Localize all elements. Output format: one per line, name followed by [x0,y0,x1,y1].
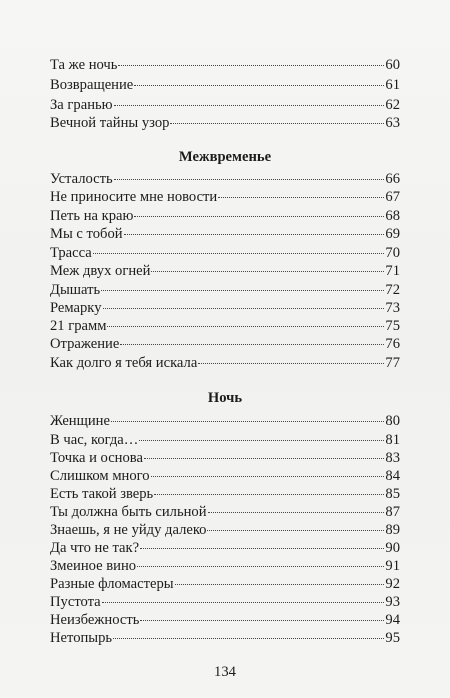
toc-entry-page: 75 [385,318,400,334]
toc-entry-title: Да что не так? [50,540,140,556]
toc-entry-title: Ремарку [50,300,102,316]
toc-leader-dots [101,276,384,291]
toc-entry [50,627,400,647]
toc-leader-dots [102,588,385,603]
toc-entry-page: 91 [385,558,400,574]
section-heading: Межвременье [178,149,272,165]
toc-entry-page: 70 [385,245,400,261]
toc-entry [50,352,400,372]
toc-entry-title: Мы с тобой [50,226,123,242]
toc-entry-page: 77 [385,355,400,371]
toc-entry-title: 21 грамм [50,318,107,334]
toc-leader-dots [154,480,384,495]
toc-entry-page: 61 [385,77,400,93]
toc-entry-title: В час, когда… [50,432,139,448]
toc-entry-title: Пустота [50,594,101,610]
toc-entry-page: 67 [385,189,400,205]
toc-entry-title: Есть такой зверь [50,486,154,502]
toc-leader-dots [114,91,385,106]
toc-entry-title: Петь на краю [50,208,134,224]
toc-entry-title: Меж двух огней [50,263,151,279]
toc-entry-title: Та же ночь [50,57,118,73]
section-heading: Ночь [207,390,243,406]
toc-leader-dots [137,552,384,567]
toc-entry-page: 71 [385,263,400,279]
toc-leader-dots [139,426,384,441]
toc-leader-dots [120,330,384,345]
toc-entry-title: За гранью [50,97,113,113]
toc-entry-title: Трасса [50,245,92,261]
toc-leader-dots [208,498,385,513]
toc-entry-title: Возвращение [50,77,134,93]
toc-entry-page: 76 [385,336,400,352]
toc-leader-dots [140,534,384,549]
toc-entry-page: 90 [385,540,400,556]
toc-entry-page: 80 [385,413,400,429]
toc-leader-dots [107,312,384,327]
toc-entry [50,112,400,132]
toc-entry-title: Разные фломастеры [50,576,174,592]
toc-leader-dots [140,606,384,621]
toc-entry-title: Не приносите мне новости [50,189,218,205]
toc-leader-dots [124,220,385,235]
toc-leader-dots [218,183,384,198]
toc-entry-title: Слишком много [50,468,150,484]
toc-entry-page: 73 [385,300,400,316]
toc-entry-page: 83 [385,450,400,466]
toc-entry-page: 72 [385,282,400,298]
toc-entry-title: Знаешь, я не уйду далеко [50,522,207,538]
toc-leader-dots [103,294,385,309]
toc-entry-page: 94 [385,612,400,628]
toc-entry-title: Как долго я тебя искала [50,355,198,371]
toc-entry-page: 93 [385,594,400,610]
toc-entry-title: Нетопырь [50,630,113,646]
toc-entry-page: 66 [385,171,400,187]
toc-entry-title: Неизбежность [50,612,140,628]
toc-entry-page: 89 [385,522,400,538]
toc-entry-page: 87 [385,504,400,520]
toc-entry-page: 84 [385,468,400,484]
toc-leader-dots [151,257,384,272]
toc-leader-dots [207,516,384,531]
toc-entry-page: 69 [385,226,400,242]
toc-entry-page: 81 [385,432,400,448]
toc-entry-title: Вечной тайны узор [50,115,170,131]
toc-leader-dots [134,71,384,86]
toc-entry-title: Отражение [50,336,120,352]
toc-leader-dots [114,165,385,180]
toc-entry-page: 62 [385,97,400,113]
toc-entry-page: 92 [385,576,400,592]
toc-leader-dots [170,109,384,124]
toc-leader-dots [93,239,385,254]
toc-leader-dots [198,349,384,364]
toc-leader-dots [111,407,384,422]
toc-leader-dots [175,570,385,585]
toc-entry-page: 60 [385,57,400,73]
toc-leader-dots [113,624,384,639]
toc-entry-page: 85 [385,486,400,502]
toc-entry-title: Дышать [50,282,101,298]
toc-entry-title: Усталость [50,171,113,187]
toc-leader-dots [118,51,384,66]
toc-entry-title: Ты должна быть сильной [50,504,207,520]
page-number: 134 [214,664,236,680]
toc-leader-dots [134,202,384,217]
toc-leader-dots [151,462,385,477]
toc-entry-page: 68 [385,208,400,224]
toc-entry-title: Точка и основа [50,450,143,466]
toc-entry-title: Женщине [50,413,110,429]
toc-entry-title: Змеиное вино [50,558,137,574]
toc-leader-dots [144,444,384,459]
toc-entry-page: 63 [385,115,400,131]
toc-entry-page: 95 [385,630,400,646]
